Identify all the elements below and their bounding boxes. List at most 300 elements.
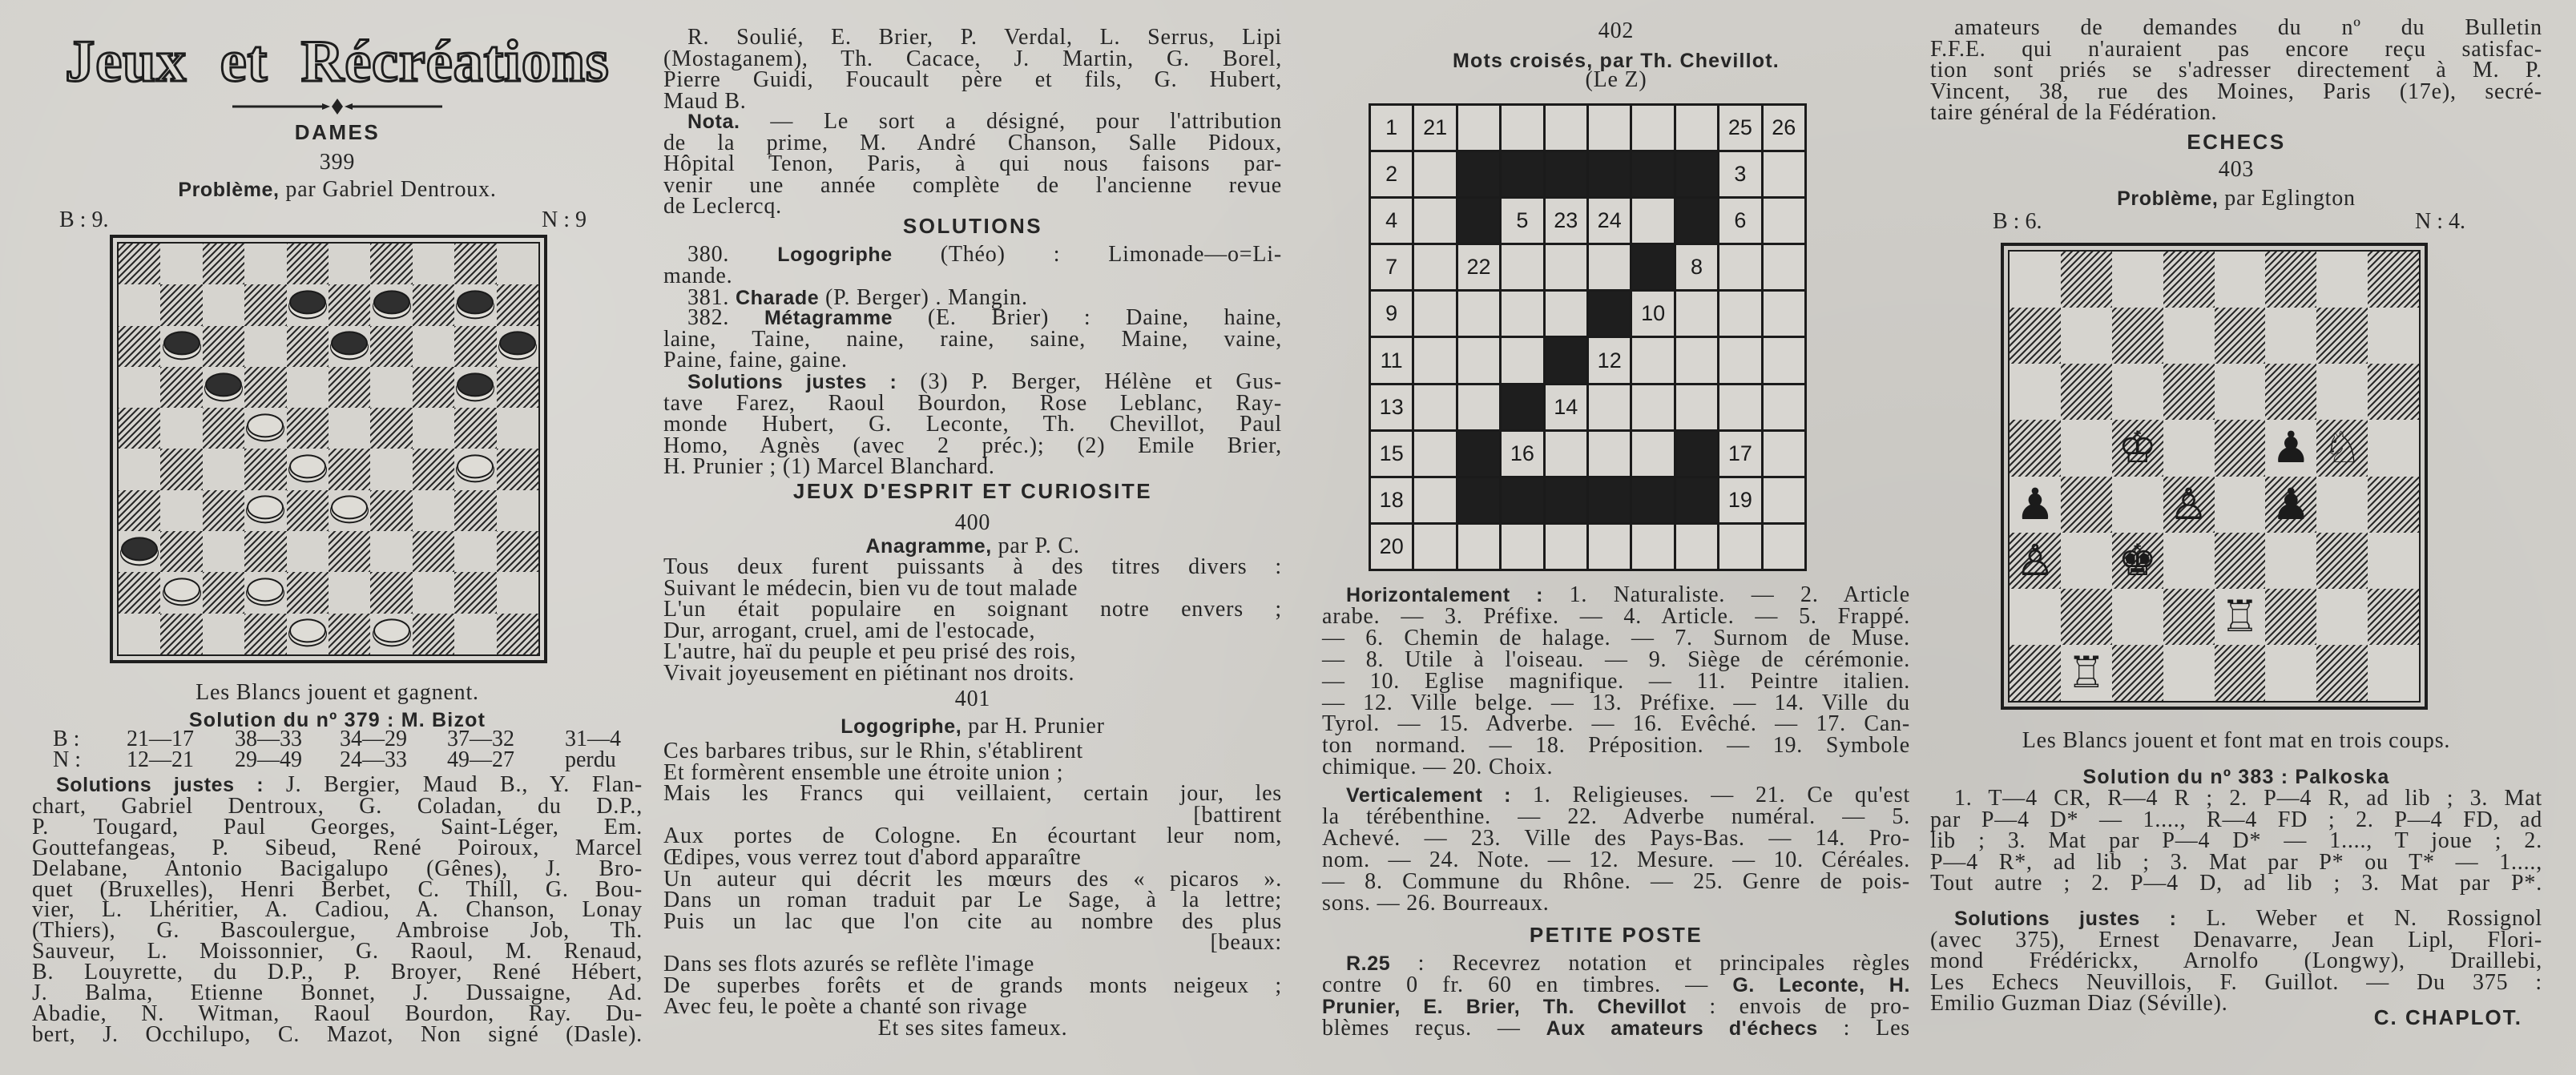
crossword-numbered-cell: 16: [1502, 432, 1542, 476]
crossword-numbered-cell: 10: [1632, 292, 1673, 336]
text-line: — 8. Utile à l'oiseau. — 9. Siège de cérémonie.: [1322, 646, 1910, 672]
board-square: [2265, 252, 2316, 308]
board-square: [370, 244, 412, 284]
checkers-board: [110, 235, 547, 663]
problem-heading: [32, 179, 643, 201]
crossword-cell: [1502, 245, 1542, 289]
crossword-black-cell: [1632, 152, 1673, 196]
problem-type: Logogriphe,: [841, 715, 962, 738]
text-line: Dans ses flots azurés se reflète l'image: [663, 951, 1035, 976]
subheading: Solution du nº 379 : M. Bizot: [188, 709, 486, 731]
board-square: [203, 531, 244, 572]
board-square: [497, 244, 538, 284]
text-line: Emilio Guzman Diaz (Séville).: [1930, 991, 2228, 1016]
board-square: [2316, 308, 2368, 364]
crossword-numbered-cell: 19: [1719, 478, 1760, 522]
board-square: [329, 326, 370, 367]
crossword-cell: [1632, 106, 1673, 150]
bold-run: Solutions justes :: [56, 774, 264, 796]
text-line: chimique. — 20. Choix.: [1322, 755, 1554, 780]
board-square: [2010, 589, 2061, 645]
crossword-cell: [1414, 245, 1455, 289]
crossword-cell: [1719, 292, 1760, 336]
text-line: Avec feu, le poète a chanté son rivage: [663, 994, 1028, 1020]
text-line: Hôpital Tenon, Paris, à qui nous faisons par-: [663, 151, 1282, 177]
crossword-black-cell: [1676, 432, 1717, 476]
text-line: de Leclercq.: [663, 194, 782, 219]
board-square: [2112, 477, 2163, 533]
crossword-numbered-cell: 9: [1371, 292, 1412, 336]
move: 38—33: [235, 727, 302, 751]
text-line: Puis un lac que l'on cite au nombre des plus: [663, 908, 1282, 934]
paragraph: [1322, 785, 1910, 914]
board-square: [119, 490, 160, 531]
board-square: [413, 326, 454, 367]
crossword-cell: [1502, 338, 1542, 382]
board-square: [2010, 308, 2061, 364]
board-square: [2010, 364, 2061, 420]
board-square: [2061, 364, 2112, 420]
ornament-icon: [232, 99, 442, 115]
crossword-cell: [1414, 199, 1455, 243]
crossword-black-cell: [1546, 152, 1586, 196]
bold-run: Métagramme: [764, 307, 893, 329]
board-square: [287, 614, 329, 654]
text-line: P—4 R*, ad lib ; 3. Mat par P* ou T* — 1....,: [1930, 849, 2542, 875]
paragraph: [32, 772, 643, 1047]
black-pawn-icon: ♟: [2272, 478, 2311, 529]
board-square: [2163, 252, 2215, 308]
board-square: [203, 244, 244, 284]
crossword-cell: [1676, 525, 1717, 569]
crossword-grid: [1369, 103, 1807, 571]
crossword-black-cell: [1589, 292, 1630, 336]
black-pawn-icon: ♟: [2272, 422, 2311, 473]
crossword-cell: [1764, 338, 1804, 382]
crossword-cell: [1589, 432, 1630, 476]
board-square: [2215, 477, 2266, 533]
paragraph: [663, 369, 1282, 480]
text-line: — 10. Eglise magnifique. — 11. Peintre italien.: [1322, 668, 1910, 694]
board-square: [2316, 645, 2368, 701]
crossword-cell: [1764, 385, 1804, 429]
board-square: [244, 244, 286, 284]
white-checker-piece: [289, 619, 326, 643]
black-checker-piece: [457, 290, 494, 314]
board-square: [497, 367, 538, 408]
text-run: — Le sort a désigné, pour l'attribution: [740, 109, 1282, 134]
black-checker-piece: [121, 537, 158, 561]
text-line: [1322, 972, 1910, 997]
text-line: [663, 111, 1282, 133]
board-square: [287, 326, 329, 367]
text-line: 1. T—4 CR, R—4 R ; 2. P—4 R, ad lib ; 3. Mat: [1954, 786, 2542, 811]
column-3: [1322, 0, 1910, 1075]
board-square: [497, 531, 538, 572]
board-square: [119, 449, 160, 489]
board-square: [2265, 533, 2316, 589]
bold-run: Nota.: [687, 111, 740, 133]
crossword-numbered-cell: 3: [1719, 152, 1760, 196]
board-square: [2215, 533, 2266, 589]
board-square: [2112, 589, 2163, 645]
board-square: [160, 531, 202, 572]
text-line: la térébenthine. — 22. Adverbe numéral. — 5.: [1322, 803, 1910, 829]
crossword-cell: [1719, 245, 1760, 289]
section-title: Jeux et Récréations: [65, 29, 610, 95]
board-square: [329, 614, 370, 654]
crossword-cell: [1632, 199, 1673, 243]
board-square: [2316, 420, 2368, 476]
crossword-cell: [1546, 106, 1586, 150]
board-square: [287, 449, 329, 489]
crossword-black-cell: [1458, 152, 1499, 196]
crossword-black-cell: [1676, 478, 1717, 522]
white-king-icon: ♔: [2118, 422, 2157, 473]
checkers-grid: [117, 242, 540, 656]
board-square: [203, 284, 244, 325]
board-square: [2368, 364, 2419, 420]
black-count: N : 9: [542, 207, 587, 232]
crossword-cell: [1676, 106, 1717, 150]
board-square: [203, 367, 244, 408]
move: 12—21: [127, 747, 194, 772]
crossword-numbered-cell: 25: [1719, 106, 1760, 150]
paragraph: [1930, 908, 2542, 1015]
text-run: : Recevrez notation et principales règles: [1390, 951, 1910, 976]
side-label: N :: [53, 747, 81, 772]
text-line: Pierre Guidi, Foucault père et fils, G. Hubert,: [663, 67, 1282, 93]
board-square: [2061, 477, 2112, 533]
text-line: Paine, faine, gaine.: [663, 348, 848, 373]
centered-text: Les Blancs jouent et gagnent.: [196, 680, 479, 705]
board-square: [119, 326, 160, 367]
board-square: [413, 490, 454, 531]
crossword-cell: [1414, 478, 1455, 522]
text-line: Achevé. — 23. Ville des Pays-Bas. — 14. Pro-: [1322, 825, 1910, 851]
text-line: — 6. Chemin de halage. — 7. Surnom de Muse.: [1322, 625, 1910, 650]
board-square: [329, 408, 370, 449]
board-square: [2316, 252, 2368, 308]
board-square: [203, 326, 244, 367]
board-square: [160, 284, 202, 325]
crossword-cell: [1414, 292, 1455, 336]
board-square: [2368, 477, 2419, 533]
text-line: H. Prunier ; (1) Marcel Blanchard.: [663, 454, 995, 480]
text-run: 380.: [687, 242, 778, 267]
board-square: [2163, 364, 2215, 420]
side-label: B :: [53, 727, 80, 751]
text-line: bert, J. Occhilupo, C. Mazot, Non signé (Dasle).: [32, 1021, 643, 1047]
text-line: [1322, 953, 1910, 975]
white-checker-piece: [163, 578, 200, 602]
crossword-numbered-cell: 14: [1546, 385, 1586, 429]
board-square: [2061, 252, 2112, 308]
text-line: (Mostaganem), Th. Cacace, J. Martin, G. Borel,: [663, 46, 1282, 71]
board-square: [2112, 645, 2163, 701]
crossword-black-cell: [1676, 199, 1717, 243]
crossword-cell: [1589, 245, 1630, 289]
board-square: [2163, 589, 2215, 645]
board-square: [2316, 589, 2368, 645]
white-checker-piece: [247, 413, 284, 437]
ornament-divider: [32, 99, 643, 115]
board-square: [2163, 645, 2215, 701]
bold-run: Verticalement :: [1346, 784, 1512, 807]
white-checker-piece: [289, 455, 326, 479]
moves-row: [32, 729, 643, 750]
text-line: de la prime, M. André Chanson, Salle Pidoux,: [663, 130, 1282, 155]
crossword-cell: [1719, 525, 1760, 569]
text-line: Homo, Agnès (avec 2 préc.); (2) Emile Brier,: [663, 433, 1282, 458]
text-line: vier, L. Lhéritier, A. Cadiou, A. Chanson, Lonay: [32, 897, 643, 923]
column-4: [1930, 0, 2542, 1075]
board-square: [413, 367, 454, 408]
crossword-numbered-cell: 23: [1546, 199, 1586, 243]
crossword-cell: [1589, 106, 1630, 150]
crossword-cell: [1719, 338, 1760, 382]
crossword-black-cell: [1458, 199, 1499, 243]
crossword-cell: [1632, 385, 1673, 429]
bold-run: Prunier, E. Brier, Th. Chevillot: [1322, 995, 1687, 1018]
board-square: [454, 572, 496, 613]
section-heading: DAMES: [294, 120, 381, 144]
board-square: [2010, 477, 2061, 533]
text-line: Et formèrent ensemble une étroite union ;: [663, 759, 1064, 785]
problem-heading: [1930, 188, 2542, 210]
board-square: [2112, 533, 2163, 589]
board-square: [370, 531, 412, 572]
crossword-black-cell: [1589, 152, 1630, 196]
board-square: [2010, 420, 2061, 476]
text-line: [1322, 785, 1910, 807]
problem-heading: [663, 716, 1282, 738]
board-square: [287, 284, 329, 325]
board-square: [370, 614, 412, 654]
board-square: [2215, 308, 2266, 364]
board-square: [2368, 533, 2419, 589]
board-square: [160, 572, 202, 613]
crossword-cell: [1458, 338, 1499, 382]
text-line: [battirent: [1193, 802, 1282, 827]
board-square: [2265, 364, 2316, 420]
board-square: [2215, 589, 2266, 645]
board-square: [497, 326, 538, 367]
text-line: Maud B.: [663, 88, 747, 114]
board-square: [287, 490, 329, 531]
crossword-numbered-cell: 8: [1676, 245, 1717, 289]
piece-count: [1930, 211, 2542, 234]
board-square: [160, 326, 202, 367]
board-square: [454, 449, 496, 489]
text-line: tave Farez, Raoul Bourdon, Rose Leblanc, Ray-: [663, 390, 1282, 416]
crossword-cell: [1502, 106, 1542, 150]
text-line: (avec 375), Ernest Denavarre, Jean Lipl, Flori-: [1930, 927, 2542, 952]
text-line: Delabane, Antonio Bacigalupo (Gênes), J. Bro-: [32, 856, 643, 881]
crossword-numbered-cell: 15: [1371, 432, 1412, 476]
crossword-numbered-cell: 26: [1764, 106, 1804, 150]
text-line: arabe. — 3. Préfixe. — 4. Article. — 5. Frappé.: [1322, 603, 1910, 629]
board-square: [160, 449, 202, 489]
board-square: [497, 490, 538, 531]
text-line: Vivait joyeusement en piétinant nos droits.: [663, 660, 1075, 686]
board-square: [244, 531, 286, 572]
text-run: blèmes reçus. —: [1322, 1015, 1546, 1041]
crossword-cell: [1458, 525, 1499, 569]
centered-text: (Le Z): [1585, 67, 1647, 92]
text-line: tion sont priés se s'adresser directement à M. P.: [1930, 58, 2542, 83]
board-square: [413, 531, 454, 572]
poem: [663, 741, 1282, 1039]
crossword-cell: [1719, 385, 1760, 429]
board-square: [329, 284, 370, 325]
centered-text: 399: [319, 150, 356, 175]
board-square: [2265, 308, 2316, 364]
section-heading: JEUX D'ESPRIT ET CURIOSITE: [792, 479, 1153, 503]
text-line: [663, 369, 1282, 394]
text-line: mond Frédérickx, Arnolfo (Longwy), Draillebi,: [1930, 948, 2542, 973]
bold-run: Horizontalement :: [1346, 584, 1544, 606]
text-line: Et ses sites fameux.: [877, 1015, 1068, 1041]
subheading: Solution du nº 383 : Palkoska: [2082, 766, 2390, 788]
text-run: : Les: [1817, 1015, 1910, 1041]
board-square: [287, 572, 329, 613]
crossword-cell: [1632, 432, 1673, 476]
text-line: [663, 305, 1282, 330]
black-checker-piece: [163, 332, 200, 356]
crossword-cell: [1676, 385, 1717, 429]
text-line: L'autre, haï du peuple et peu prisé des rois,: [663, 639, 1077, 665]
crossword-cell: [1632, 338, 1673, 382]
black-king-icon: ♚: [2118, 534, 2157, 586]
board-square: [2316, 477, 2368, 533]
crossword-cell: [1414, 385, 1455, 429]
subheading: Mots croisés, par Th. Chevillot.: [1453, 50, 1780, 72]
move: perdu: [565, 747, 616, 772]
board-square: [244, 490, 286, 531]
text-line: [1322, 582, 1910, 607]
text-line: B. Louyrette, du D.P., P. Broyer, René Hébert,: [32, 960, 643, 985]
board-square: [2112, 252, 2163, 308]
board-square: [244, 572, 286, 613]
crossword-cell: [1414, 152, 1455, 196]
problem-author: par Gabriel Dentroux.: [279, 177, 497, 202]
board-square: [2316, 364, 2368, 420]
board-square: [244, 449, 286, 489]
black-checker-piece: [289, 290, 326, 314]
column-1: [32, 0, 643, 1075]
text-run: L. Weber et N. Rossignol: [2176, 906, 2542, 931]
problem-author: par H. Prunier: [961, 714, 1105, 739]
text-line: R. Soulié, E. Brier, P. Verdal, L. Serrus, Lipi: [687, 25, 1282, 50]
board-square: [370, 326, 412, 367]
paragraph: [1930, 788, 2542, 895]
board-square: [413, 244, 454, 284]
text-line: amateurs de demandes du nº du Bulletin: [1954, 15, 2542, 40]
chess-grid: [2008, 250, 2421, 703]
white-knight-icon: ♘: [2322, 422, 2362, 473]
crossword-cell: [1502, 525, 1542, 569]
text-run: J. Bergier, Maud B., Y. Flan-: [264, 772, 643, 797]
white-checker-piece: [247, 496, 284, 520]
board-square: [329, 531, 370, 572]
move: 24—33: [340, 747, 407, 772]
board-square: [2061, 308, 2112, 364]
crossword-cell: [1502, 292, 1542, 336]
paragraph: [1930, 15, 2542, 125]
text-line: P. Tougard, Paul Georges, Saint-Léger, Em.: [32, 814, 643, 839]
board-square: [2368, 308, 2419, 364]
board-square: [2265, 477, 2316, 533]
paragraph: [663, 244, 1282, 287]
crossword-cell: [1764, 432, 1804, 476]
paragraph: [663, 111, 1282, 218]
text-line: Suivant le médecin, bien vu de tout malade: [663, 575, 1078, 601]
board-square: [119, 284, 160, 325]
centered-text: 402: [1598, 18, 1635, 43]
solution-moves: [32, 729, 643, 771]
text-line: laine, Taine, naine, raine, saine, Maine, vaine,: [663, 326, 1282, 352]
crossword-cell: [1764, 292, 1804, 336]
bold-run: G. Leconte, H.: [1732, 973, 1910, 996]
text-line: nom. — 24. Note. — 12. Mesure. — 10. Céréales.: [1322, 847, 1910, 872]
crossword-cell: [1764, 245, 1804, 289]
problem-type: Problème,: [2117, 187, 2219, 210]
board-square: [119, 244, 160, 284]
crossword-cell: [1546, 292, 1586, 336]
bold-run: Logogriphe: [777, 244, 893, 266]
board-square: [119, 367, 160, 408]
bold-run: Charade: [736, 287, 820, 309]
board-square: [2316, 533, 2368, 589]
text-line: (Thiers), G. Bascoulergue, Ambroise Job, Th.: [32, 918, 643, 944]
board-square: [497, 449, 538, 489]
board-square: [160, 408, 202, 449]
board-square: [287, 367, 329, 408]
centered-text: 400: [954, 510, 991, 535]
board-square: [2368, 645, 2419, 701]
board-square: [329, 244, 370, 284]
text-run: 382.: [687, 305, 764, 330]
text-line: Aux portes de Cologne. En écourtant leur nom,: [663, 823, 1282, 849]
text-line: Tous deux furent puissants à des titres divers :: [663, 554, 1282, 579]
board-square: [454, 490, 496, 531]
text-line: [1930, 908, 2542, 930]
text-line: Tyrol. — 15. Adverbe. — 16. Evêché. — 17. Can-: [1322, 711, 1910, 737]
move: 29—49: [235, 747, 302, 772]
problem-author: par P. C.: [991, 533, 1080, 558]
black-checker-piece: [457, 372, 494, 397]
text-run: (E. Brier) : Daine, haine,: [893, 305, 1282, 330]
text-line: [1322, 993, 1910, 1019]
crossword-cell: [1546, 245, 1586, 289]
text-run: 1. Naturaliste. — 2. Article: [1543, 582, 1910, 607]
crossword-numbered-cell: 18: [1371, 478, 1412, 522]
black-checker-piece: [331, 332, 368, 356]
board-square: [2265, 589, 2316, 645]
text-line: lib ; 3. Mat par P—4 D* — 1...., T joue ; 2.: [1930, 828, 2542, 853]
board-square: [370, 572, 412, 613]
board-square: [2368, 420, 2419, 476]
board-square: [160, 490, 202, 531]
text-line: mande.: [663, 263, 733, 288]
text-line: venir une année complète de l'ancienne revue: [663, 172, 1282, 198]
text-line: Un auteur qui décrit les mœurs des « picaros ».: [663, 866, 1282, 892]
crossword-numbered-cell: 24: [1589, 199, 1630, 243]
centered-text: 403: [2218, 157, 2255, 182]
crossword-cell: [1589, 525, 1630, 569]
board-square: [244, 326, 286, 367]
